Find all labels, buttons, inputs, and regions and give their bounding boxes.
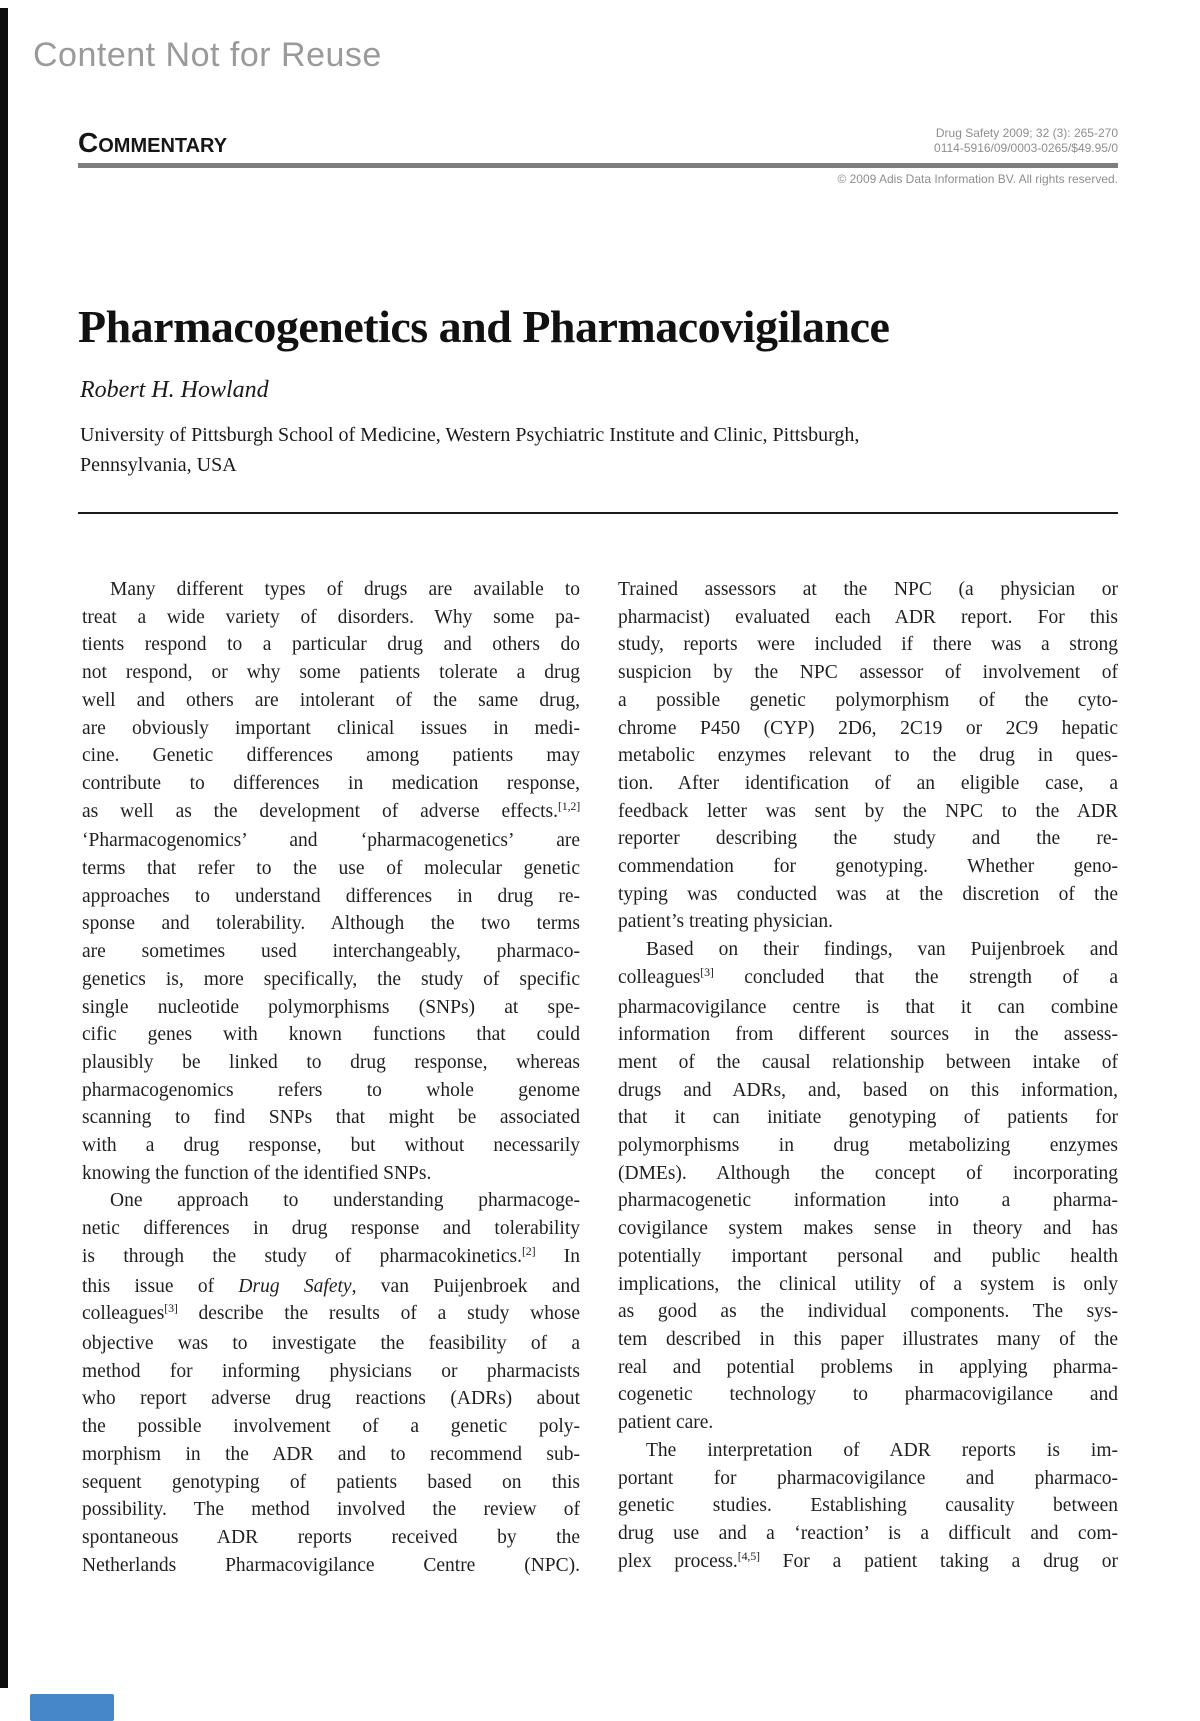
affiliation-line1: University of Pittsburgh School of Medicine, Western Psychiatric Institute and Clinic, Pittsburgh, bbox=[80, 424, 860, 446]
text-line: metabolic enzymes relevant to the drug in ques- bbox=[618, 745, 1118, 767]
article-body bbox=[82, 576, 1118, 1579]
text-line: pharmacist) evaluated each ADR report. For this bbox=[618, 606, 1118, 628]
text-line: sequent genotyping of patients based on this bbox=[82, 1471, 580, 1493]
text-line: possibility. The method involved the review of bbox=[82, 1499, 580, 1521]
text-line: potentially important personal and public health bbox=[618, 1245, 1118, 1267]
text-line: (DMEs). Although the concept of incorporating bbox=[618, 1162, 1118, 1184]
text-line: terms that refer to the use of molecular genetic bbox=[82, 858, 580, 880]
text-line: colleagues[3] concluded that the strength of a bbox=[618, 964, 1118, 988]
text-line: Netherlands Pharmacovigilance Centre (NPC). bbox=[82, 1554, 580, 1576]
text-line: tion. After identification of an eligible case, a bbox=[618, 772, 1118, 794]
text-line: feedback letter was sent by the NPC to the ADR bbox=[618, 800, 1118, 822]
text-line: are sometimes used interchangeably, pharmaco- bbox=[82, 941, 580, 963]
left-edge-scan-bar bbox=[0, 8, 8, 1688]
affiliation-line2: Pennsylvania, USA bbox=[80, 454, 237, 476]
italic-text: Drug Safety bbox=[238, 1275, 352, 1297]
reference-superscript: [4,5] bbox=[737, 1548, 760, 1563]
content-watermark: Content Not for Reuse bbox=[33, 36, 382, 74]
text-line: polymorphisms in drug metabolizing enzymes bbox=[618, 1135, 1118, 1157]
text-line: chrome P450 (CYP) 2D6, 2C19 or 2C9 hepatic bbox=[618, 717, 1118, 739]
right-column bbox=[618, 576, 1118, 1579]
text-line: Based on their findings, van Puijenbroek and bbox=[646, 939, 1118, 961]
text-line: Many different types of drugs are available to bbox=[110, 579, 580, 600]
text-line: morphism in the ADR and to recommend sub- bbox=[82, 1443, 580, 1465]
text-line: netic differences in drug response and tolerability bbox=[82, 1218, 580, 1240]
text-line: typing was conducted was at the discretion of the bbox=[618, 883, 1118, 905]
copyright-notice: © 2009 Adis Data Information BV. All rights reserved. bbox=[837, 172, 1118, 186]
text-line: as well as the development of adverse effects.[1,2] bbox=[82, 798, 580, 822]
text-line: tients respond to a particular drug and others do bbox=[82, 634, 580, 656]
text-line: method for informing physicians or pharmacists bbox=[82, 1360, 580, 1382]
text-line: real and potential problems in applying pharma- bbox=[618, 1356, 1118, 1378]
reference-superscript: [2] bbox=[522, 1243, 536, 1258]
text-line: well and others are intolerant of the same drug, bbox=[82, 689, 580, 711]
text-line: genetic studies. Establishing causality between bbox=[618, 1495, 1118, 1517]
article-affiliation bbox=[80, 420, 859, 480]
text-line: cogenetic technology to pharmacovigilance and bbox=[618, 1384, 1118, 1406]
text-line: approaches to understand differences in drug re- bbox=[82, 885, 580, 907]
text-line: pharmacovigilance centre is that it can combine bbox=[618, 996, 1118, 1018]
text-line: is through the study of pharmacokinetics.[2] In bbox=[82, 1243, 580, 1267]
text-line: pharmacogenomics refers to whole genome bbox=[82, 1079, 580, 1101]
text-line: portant for pharmacovigilance and pharmaco- bbox=[618, 1467, 1118, 1489]
text-line: knowing the function of the identified SNPs. bbox=[82, 1162, 432, 1184]
text-line: as good as the individual components. The sys- bbox=[618, 1301, 1118, 1323]
text-line: pharmacogenetic information into a pharma- bbox=[618, 1190, 1118, 1212]
text-line: cific genes with known functions that could bbox=[82, 1024, 580, 1046]
text-line: with a drug response, but without necessarily bbox=[82, 1135, 580, 1157]
reference-superscript: [3] bbox=[700, 964, 714, 979]
text-line: One approach to understanding pharmacoge- bbox=[110, 1190, 580, 1212]
text-line: spontaneous ADR reports received by the bbox=[82, 1526, 580, 1548]
text-line: treat a wide variety of disorders. Why some pa- bbox=[82, 606, 580, 628]
header-rule bbox=[78, 163, 1118, 168]
journal-citation-line2: 0114-5916/09/0003-0265/$49.95/0 bbox=[934, 141, 1118, 155]
article-author: Robert H. Howland bbox=[80, 377, 269, 403]
text-line: The interpretation of ADR reports is im- bbox=[646, 1439, 1118, 1461]
text-line: not respond, or why some patients tolerate a drug bbox=[82, 662, 580, 684]
article-title: Pharmacogenetics and Pharmacovigilance bbox=[78, 301, 890, 352]
text-line: the possible involvement of a genetic poly- bbox=[82, 1416, 580, 1438]
left-column bbox=[82, 576, 580, 1579]
title-separator-rule bbox=[78, 512, 1118, 514]
text-line: a possible genetic polymorphism of the cyto- bbox=[618, 689, 1118, 711]
reference-superscript: [1,2] bbox=[558, 798, 580, 813]
text-line: objective was to investigate the feasibility of a bbox=[82, 1332, 580, 1354]
text-line: sponse and tolerability. Although the two terms bbox=[82, 913, 580, 935]
text-line: ment of the causal relationship between intake of bbox=[618, 1051, 1118, 1073]
text-line: contribute to differences in medication response, bbox=[82, 772, 580, 794]
reference-superscript: [3] bbox=[164, 1301, 178, 1316]
text-line: patient care. bbox=[618, 1412, 714, 1434]
text-line: study, reports were included if there was a strong bbox=[618, 634, 1118, 656]
text-line: plausibly be linked to drug response, whereas bbox=[82, 1051, 580, 1073]
text-line: genetics is, more specifically, the study of specific bbox=[82, 968, 580, 990]
text-line: cine. Genetic differences among patients may bbox=[82, 745, 580, 767]
text-line: patient’s treating physician. bbox=[618, 911, 833, 933]
text-line: drug use and a ‘reaction’ is a difficult and com- bbox=[618, 1522, 1118, 1544]
text-line: that it can initiate genotyping of patients for bbox=[618, 1107, 1118, 1129]
text-line: are obviously important clinical issues in medi- bbox=[82, 717, 580, 739]
journal-citation bbox=[934, 126, 1118, 156]
text-line: information from different sources in the assess- bbox=[618, 1024, 1118, 1046]
text-line: drugs and ADRs, and, based on this information, bbox=[618, 1079, 1118, 1101]
text-line: this issue of Drug Safety, van Puijenbroek and bbox=[82, 1275, 580, 1297]
text-line: who report adverse drug reactions (ADRs) about bbox=[82, 1388, 580, 1410]
section-kicker: Commentary bbox=[78, 127, 228, 158]
text-line: single nucleotide polymorphisms (SNPs) at spe- bbox=[82, 996, 580, 1018]
text-line: commendation for genotyping. Whether geno- bbox=[618, 856, 1118, 878]
text-line: suspicion by the NPC assessor of involvement of bbox=[618, 662, 1118, 684]
text-line: colleagues[3] describe the results of a study whose bbox=[82, 1301, 580, 1325]
text-line: ‘Pharmacogenomics’ and ‘pharmacogenetics’ are bbox=[82, 830, 580, 852]
text-line: reporter describing the study and the re- bbox=[618, 828, 1118, 850]
journal-citation-line1: Drug Safety 2009; 32 (3): 265-270 bbox=[935, 126, 1118, 140]
text-line: plex process.[4,5] For a patient taking a drug or bbox=[618, 1548, 1118, 1572]
bottom-left-blue-box bbox=[30, 1694, 114, 1721]
text-line: implications, the clinical utility of a system is only bbox=[618, 1273, 1118, 1295]
text-line: tem described in this paper illustrates many of the bbox=[618, 1328, 1118, 1350]
text-line: scanning to find SNPs that might be associated bbox=[82, 1107, 580, 1129]
text-line: covigilance system makes sense in theory and has bbox=[618, 1218, 1118, 1240]
text-line: Trained assessors at the NPC (a physician or bbox=[618, 579, 1118, 600]
